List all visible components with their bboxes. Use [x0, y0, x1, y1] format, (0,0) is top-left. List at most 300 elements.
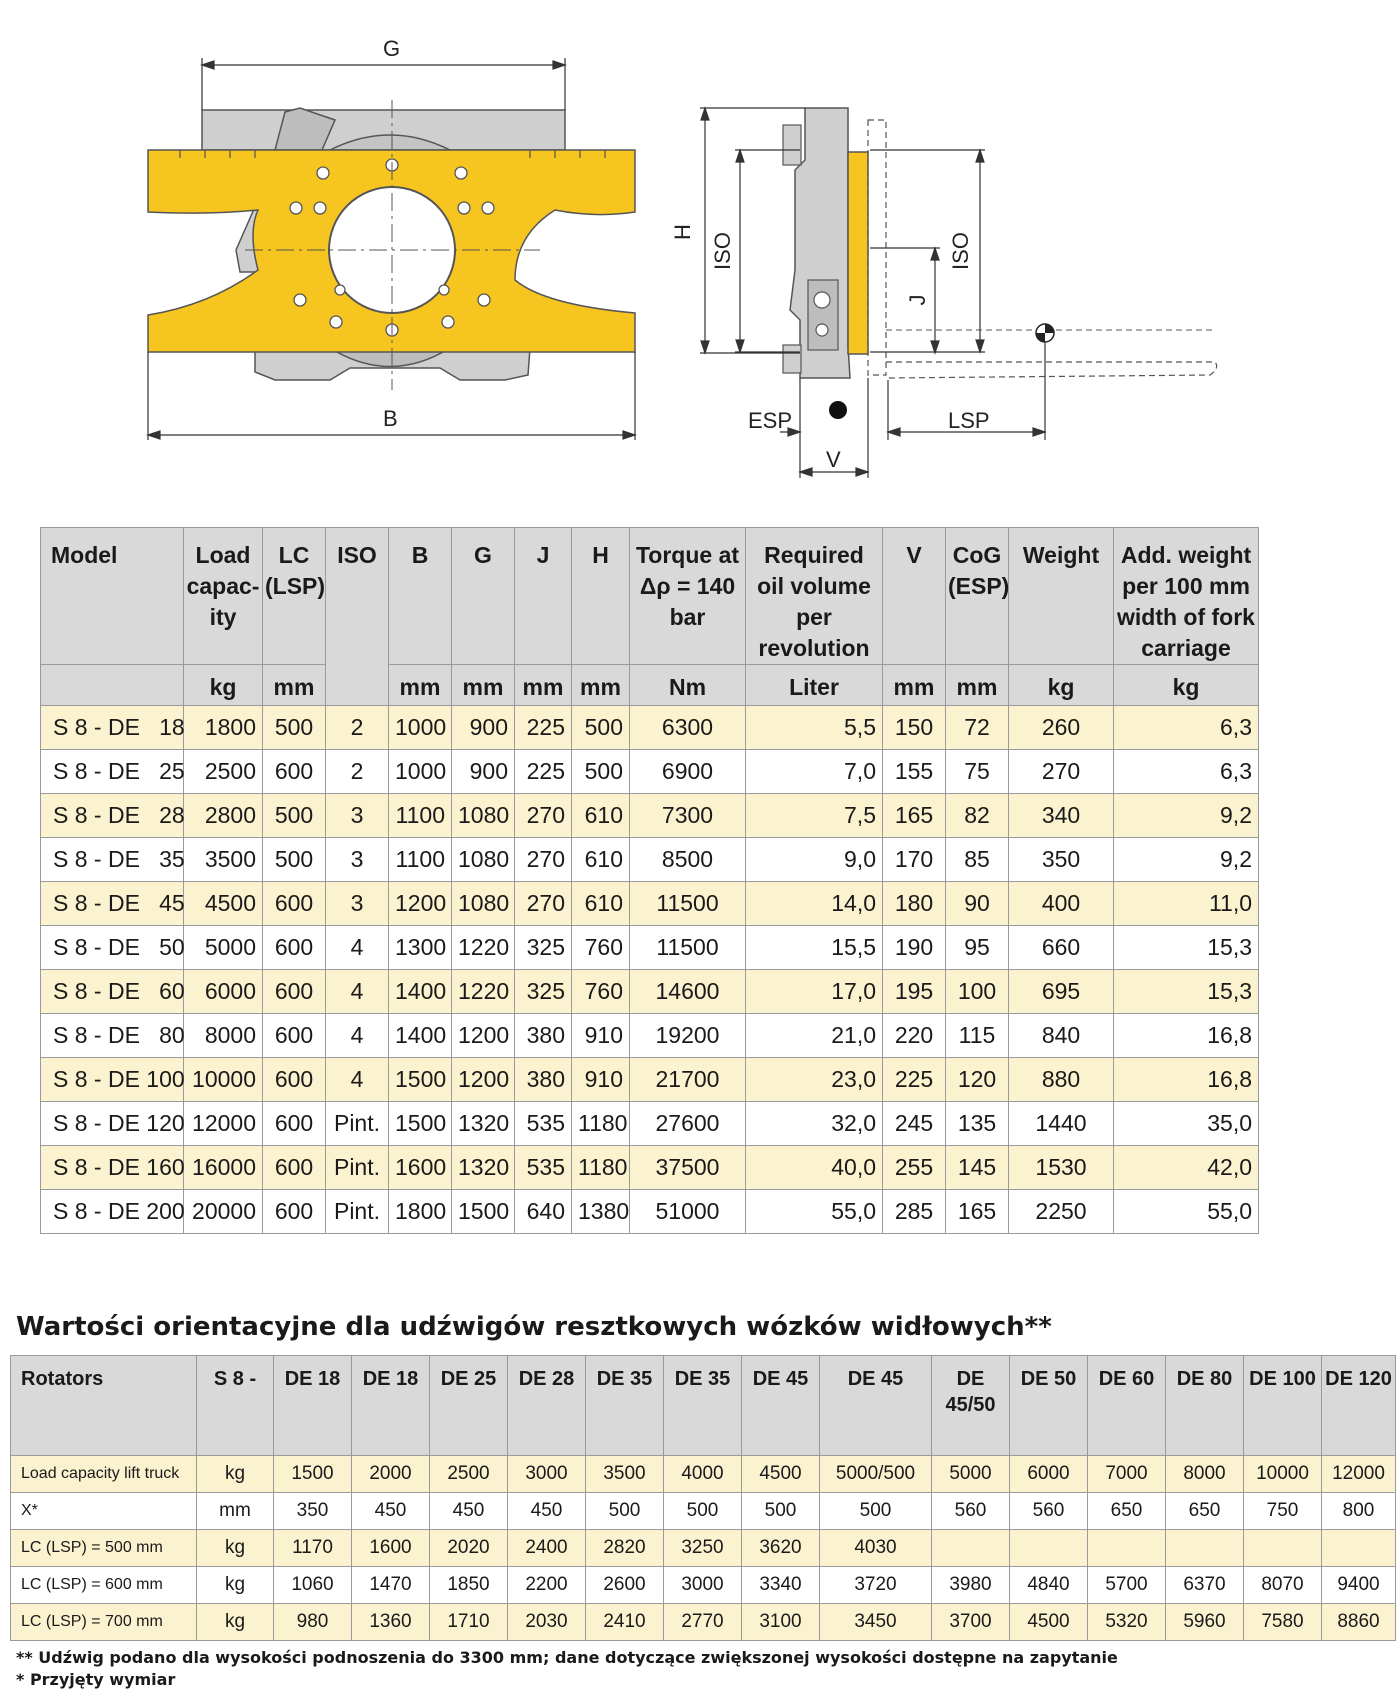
table-cell: 1850 — [430, 1567, 508, 1604]
dim-h-label: H — [670, 224, 695, 240]
table-cell: 1500 — [389, 1058, 452, 1102]
table-cell: 82 — [946, 794, 1009, 838]
esp-cog-dot-icon — [829, 401, 847, 419]
table-cell: 1170 — [274, 1530, 352, 1567]
table-cell: 760 — [572, 926, 630, 970]
table-cell: 12000 — [184, 1102, 263, 1146]
table-cell — [1166, 1530, 1244, 1567]
unit-b: mm — [389, 665, 452, 706]
table-cell: 1200 — [389, 882, 452, 926]
table-cell: 1080 — [452, 882, 515, 926]
table-cell: 350 — [274, 1493, 352, 1530]
table-cell: 7,0 — [746, 750, 883, 794]
table-row — [11, 1567, 1396, 1604]
row-label: LC (LSP) = 700 mm — [11, 1604, 197, 1641]
header-model-column: DE 25 — [430, 1356, 508, 1456]
header-add-weight: Add. weight per 100 mm width of fork carriage — [1114, 528, 1259, 665]
front-view-drawing — [148, 36, 635, 440]
table-cell: 8000 — [184, 1014, 263, 1058]
table-cell: 55,0 — [746, 1190, 883, 1234]
row-label: X* — [11, 1493, 197, 1530]
table-cell: 2200 — [508, 1567, 586, 1604]
table-cell: S 8 - DE 45 — [41, 882, 184, 926]
table-cell: S 8 - DE 35 — [41, 838, 184, 882]
table-cell: 1000 — [389, 706, 452, 750]
dim-b-label: B — [383, 406, 398, 431]
table-cell: 2 — [326, 706, 389, 750]
table-cell: Pint. — [326, 1102, 389, 1146]
table-cell: 37500 — [630, 1146, 746, 1190]
table-cell: 6000 — [1010, 1456, 1088, 1493]
table-cell: 155 — [883, 750, 946, 794]
table-row — [41, 1102, 1259, 1146]
table-cell: 1100 — [389, 794, 452, 838]
table-cell: S 8 - DE 25 — [41, 750, 184, 794]
table-cell: 1080 — [452, 794, 515, 838]
table-cell: 600 — [263, 882, 326, 926]
table-cell: 190 — [883, 926, 946, 970]
table-cell: 7,5 — [746, 794, 883, 838]
table-row — [11, 1530, 1396, 1567]
table-cell: 3 — [326, 794, 389, 838]
table-cell: 1400 — [389, 1014, 452, 1058]
table-cell: 640 — [515, 1190, 572, 1234]
table-cell: 535 — [515, 1146, 572, 1190]
table-cell — [1244, 1530, 1322, 1567]
table-cell: 115 — [946, 1014, 1009, 1058]
table-cell: 3000 — [664, 1567, 742, 1604]
table-cell: 285 — [883, 1190, 946, 1234]
header-weight: Weight — [1009, 528, 1114, 665]
header-load-capacity: Load capac-ity — [184, 528, 263, 665]
header-model-column: DE 60 — [1088, 1356, 1166, 1456]
spec-header-row — [41, 528, 1259, 665]
header-cog-esp: CoG (ESP) — [946, 528, 1009, 665]
table-cell: 270 — [515, 794, 572, 838]
table-cell: 6000 — [184, 970, 263, 1014]
header-rotators: Rotators — [11, 1356, 197, 1456]
table-cell: 600 — [263, 1146, 326, 1190]
table-cell: 325 — [515, 970, 572, 1014]
dim-j-label: J — [905, 294, 930, 306]
table-cell: 4030 — [820, 1530, 932, 1567]
table-cell: 20000 — [184, 1190, 263, 1234]
table-row — [41, 838, 1259, 882]
table-cell: 8860 — [1322, 1604, 1396, 1641]
unit-v: mm — [883, 665, 946, 706]
table-cell: 42,0 — [1114, 1146, 1259, 1190]
table-row — [41, 706, 1259, 750]
table-cell: 600 — [263, 926, 326, 970]
table-cell: 23,0 — [746, 1058, 883, 1102]
table-cell: 1000 — [389, 750, 452, 794]
table-cell: 500 — [664, 1493, 742, 1530]
table-cell: S 8 - DE 50 — [41, 926, 184, 970]
dim-esp-label: ESP — [748, 408, 793, 433]
table-cell: 1320 — [452, 1102, 515, 1146]
table-row — [41, 750, 1259, 794]
table-row — [41, 1190, 1259, 1234]
table-cell: 225 — [515, 750, 572, 794]
unit-oil-volume: Liter — [746, 665, 883, 706]
table-cell: 2 — [326, 750, 389, 794]
table-cell: 3 — [326, 882, 389, 926]
table-cell: 695 — [1009, 970, 1114, 1014]
table-cell: 3500 — [184, 838, 263, 882]
table-cell: 840 — [1009, 1014, 1114, 1058]
header-v: V — [883, 528, 946, 665]
table-cell: 3720 — [820, 1567, 932, 1604]
table-cell: 16000 — [184, 1146, 263, 1190]
table-cell: 1380 — [572, 1190, 630, 1234]
table-cell: 270 — [515, 838, 572, 882]
dim-v-label: V — [826, 447, 841, 472]
header-model: Model — [41, 528, 184, 665]
table-cell: 75 — [946, 750, 1009, 794]
table-cell: 600 — [263, 1102, 326, 1146]
header-model-column: DE 100 — [1244, 1356, 1322, 1456]
table-cell: 9,2 — [1114, 838, 1259, 882]
table-cell: 72 — [946, 706, 1009, 750]
unit-g: mm — [452, 665, 515, 706]
spec-table-body — [41, 706, 1259, 1234]
table-cell: S 8 - DE 100 — [41, 1058, 184, 1102]
dim-lsp-label: LSP — [948, 408, 990, 433]
table-cell: 450 — [508, 1493, 586, 1530]
row-unit: kg — [197, 1604, 274, 1641]
table-cell: 650 — [1088, 1493, 1166, 1530]
header-model-column: DE 45 — [742, 1356, 820, 1456]
header-oil-volume: Required oil volume per revolution — [746, 528, 883, 665]
table-cell: 7300 — [630, 794, 746, 838]
table-row — [11, 1604, 1396, 1641]
header-b: B — [389, 528, 452, 665]
table-cell: 5320 — [1088, 1604, 1166, 1641]
header-model-column: DE 80 — [1166, 1356, 1244, 1456]
table-cell: 650 — [1166, 1493, 1244, 1530]
table-cell: 1400 — [389, 970, 452, 1014]
table-cell: 4 — [326, 1058, 389, 1102]
table-cell: 135 — [946, 1102, 1009, 1146]
table-cell: 2000 — [352, 1456, 430, 1493]
spec-units-row — [41, 665, 1259, 706]
table-cell: 4840 — [1010, 1567, 1088, 1604]
table-cell: 2400 — [508, 1530, 586, 1567]
table-cell: 1710 — [430, 1604, 508, 1641]
table-cell: 180 — [883, 882, 946, 926]
table-cell: 560 — [932, 1493, 1010, 1530]
table-cell: 600 — [263, 1058, 326, 1102]
table-cell: 4 — [326, 970, 389, 1014]
table-cell — [1010, 1530, 1088, 1567]
table-cell: 15,5 — [746, 926, 883, 970]
row-unit: kg — [197, 1530, 274, 1567]
table-cell: 500 — [263, 706, 326, 750]
table-cell: 11500 — [630, 926, 746, 970]
table-cell: 1200 — [452, 1014, 515, 1058]
table-cell: 9400 — [1322, 1567, 1396, 1604]
table-row — [41, 926, 1259, 970]
table-cell: 9,2 — [1114, 794, 1259, 838]
table-cell: 3100 — [742, 1604, 820, 1641]
table-cell: 1530 — [1009, 1146, 1114, 1190]
table-cell: 500 — [572, 750, 630, 794]
table-cell: 760 — [572, 970, 630, 1014]
table-cell: 15,3 — [1114, 926, 1259, 970]
table-cell: 100 — [946, 970, 1009, 1014]
specification-table — [40, 527, 1259, 1234]
section-title: Wartości orientacyjne dla udźwigów resztkowych wózków widłowych** — [16, 1312, 1052, 1342]
table-cell: 325 — [515, 926, 572, 970]
table-cell — [932, 1530, 1010, 1567]
table-cell: S 8 - DE 18 — [41, 706, 184, 750]
table-cell: 170 — [883, 838, 946, 882]
table-cell: S 8 - DE 200 — [41, 1190, 184, 1234]
table-cell: 145 — [946, 1146, 1009, 1190]
table-cell: 1220 — [452, 970, 515, 1014]
table-cell: 8500 — [630, 838, 746, 882]
table-cell: 1500 — [274, 1456, 352, 1493]
row-unit: kg — [197, 1456, 274, 1493]
table-cell: 225 — [883, 1058, 946, 1102]
table-cell: 1360 — [352, 1604, 430, 1641]
table-cell: 11,0 — [1114, 882, 1259, 926]
table-row — [41, 1014, 1259, 1058]
residual-capacity-table — [10, 1355, 1396, 1641]
table-cell: 4500 — [1010, 1604, 1088, 1641]
table-cell: 95 — [946, 926, 1009, 970]
table-cell: 500 — [586, 1493, 664, 1530]
table-cell: 3340 — [742, 1567, 820, 1604]
table-cell: 2250 — [1009, 1190, 1114, 1234]
header-j: J — [515, 528, 572, 665]
table-cell: 3980 — [932, 1567, 1010, 1604]
footnote-assumed-dimension: * Przyjęty wymiar — [16, 1670, 176, 1689]
table-cell: 1220 — [452, 926, 515, 970]
table-cell: 750 — [1244, 1493, 1322, 1530]
row-label: Load capacity lift truck — [11, 1456, 197, 1493]
table-cell: 3620 — [742, 1530, 820, 1567]
table-cell: 4 — [326, 1014, 389, 1058]
table-cell: 535 — [515, 1102, 572, 1146]
table-cell: 3450 — [820, 1604, 932, 1641]
table-row — [11, 1456, 1396, 1493]
header-model-column: DE 50 — [1010, 1356, 1088, 1456]
unit-model — [41, 665, 184, 706]
table-cell — [1088, 1530, 1166, 1567]
row-label: LC (LSP) = 500 mm — [11, 1530, 197, 1567]
header-series: S 8 - — [197, 1356, 274, 1456]
table-cell: 600 — [263, 1014, 326, 1058]
table-cell: 1180 — [572, 1102, 630, 1146]
table-cell: 90 — [946, 882, 1009, 926]
table-cell: 450 — [352, 1493, 430, 1530]
table-cell: 900 — [452, 750, 515, 794]
table-cell: 500 — [263, 838, 326, 882]
table-cell: 21700 — [630, 1058, 746, 1102]
table-cell: 900 — [452, 706, 515, 750]
table-cell: 4500 — [742, 1456, 820, 1493]
header-g: G — [452, 528, 515, 665]
header-model-column: DE 45/50 — [932, 1356, 1010, 1456]
table-cell: 6900 — [630, 750, 746, 794]
table-cell: 225 — [515, 706, 572, 750]
table-cell: 51000 — [630, 1190, 746, 1234]
table-cell: 880 — [1009, 1058, 1114, 1102]
table-cell: 660 — [1009, 926, 1114, 970]
table-cell: 150 — [883, 706, 946, 750]
table-cell — [1322, 1530, 1396, 1567]
table-cell: 500 — [742, 1493, 820, 1530]
table-cell: S 8 - DE 60 — [41, 970, 184, 1014]
table-cell: 4500 — [184, 882, 263, 926]
table-cell: 35,0 — [1114, 1102, 1259, 1146]
table-cell: 5000 — [184, 926, 263, 970]
table-cell: 165 — [883, 794, 946, 838]
table-cell: 450 — [430, 1493, 508, 1530]
table-cell: 3 — [326, 838, 389, 882]
table-cell: S 8 - DE 120 — [41, 1102, 184, 1146]
table-cell: 610 — [572, 794, 630, 838]
table-cell: 5000 — [932, 1456, 1010, 1493]
table-row — [11, 1493, 1396, 1530]
table-cell: 12000 — [1322, 1456, 1396, 1493]
header-torque: Torque at Δρ = 140 bar — [630, 528, 746, 665]
unit-load-capacity: kg — [184, 665, 263, 706]
table-cell: 600 — [263, 970, 326, 1014]
table-cell: 600 — [263, 750, 326, 794]
table-cell: 5700 — [1088, 1567, 1166, 1604]
table-cell: 350 — [1009, 838, 1114, 882]
table-cell: 6,3 — [1114, 706, 1259, 750]
header-model-column: DE 28 — [508, 1356, 586, 1456]
table-cell: 8070 — [1244, 1567, 1322, 1604]
table-cell: 500 — [572, 706, 630, 750]
table-cell: 500 — [820, 1493, 932, 1530]
table-cell: 7000 — [1088, 1456, 1166, 1493]
header-model-column: DE 120 — [1322, 1356, 1396, 1456]
table-cell: 5000/500 — [820, 1456, 932, 1493]
table-cell: 2800 — [184, 794, 263, 838]
table-cell: 610 — [572, 882, 630, 926]
table-row — [41, 970, 1259, 1014]
table-cell: 14,0 — [746, 882, 883, 926]
table-cell: 6370 — [1166, 1567, 1244, 1604]
table-cell: S 8 - DE 160 — [41, 1146, 184, 1190]
center-of-gravity-icon — [1036, 324, 1054, 342]
table-cell: 2820 — [586, 1530, 664, 1567]
table-cell: 800 — [1322, 1493, 1396, 1530]
technical-drawings — [0, 0, 1300, 500]
table-cell: 3700 — [932, 1604, 1010, 1641]
table-cell: 2770 — [664, 1604, 742, 1641]
table-cell: 16,8 — [1114, 1014, 1259, 1058]
unit-cog-esp: mm — [946, 665, 1009, 706]
table-cell: 10000 — [1244, 1456, 1322, 1493]
table-cell: 7580 — [1244, 1604, 1322, 1641]
table-cell: 380 — [515, 1014, 572, 1058]
table-cell: 4 — [326, 926, 389, 970]
header-model-column: DE 18 — [352, 1356, 430, 1456]
table-row — [41, 794, 1259, 838]
unit-h: mm — [572, 665, 630, 706]
table-row — [41, 1058, 1259, 1102]
table-cell: 1440 — [1009, 1102, 1114, 1146]
table-cell: 380 — [515, 1058, 572, 1102]
table-cell: 270 — [1009, 750, 1114, 794]
table-cell: 340 — [1009, 794, 1114, 838]
table-cell: 400 — [1009, 882, 1114, 926]
table-cell: 40,0 — [746, 1146, 883, 1190]
table-cell: 120 — [946, 1058, 1009, 1102]
table-cell: Pint. — [326, 1146, 389, 1190]
table-cell: 2410 — [586, 1604, 664, 1641]
table-cell: 10000 — [184, 1058, 263, 1102]
table-cell: 16,8 — [1114, 1058, 1259, 1102]
table-cell: 27600 — [630, 1102, 746, 1146]
table-cell: 15,3 — [1114, 970, 1259, 1014]
table-cell: 260 — [1009, 706, 1114, 750]
table-cell: 14600 — [630, 970, 746, 1014]
table-cell: 1080 — [452, 838, 515, 882]
side-view-drawing — [670, 108, 1217, 478]
table-cell: 165 — [946, 1190, 1009, 1234]
table-cell: 3500 — [586, 1456, 664, 1493]
table-cell: 600 — [263, 1190, 326, 1234]
table-cell: 1500 — [389, 1102, 452, 1146]
table-cell: 560 — [1010, 1493, 1088, 1530]
table-cell: 1320 — [452, 1146, 515, 1190]
capacity-table-body — [11, 1456, 1396, 1641]
header-model-column: DE 35 — [664, 1356, 742, 1456]
table-cell: 55,0 — [1114, 1190, 1259, 1234]
dim-iso-left-label: ISO — [710, 232, 735, 270]
header-model-column: DE 35 — [586, 1356, 664, 1456]
table-cell: 4000 — [664, 1456, 742, 1493]
table-cell: 11500 — [630, 882, 746, 926]
table-cell: 220 — [883, 1014, 946, 1058]
table-cell: 3250 — [664, 1530, 742, 1567]
table-cell: 195 — [883, 970, 946, 1014]
table-cell: 910 — [572, 1014, 630, 1058]
table-cell: 1800 — [389, 1190, 452, 1234]
unit-add-weight: kg — [1114, 665, 1259, 706]
footnote-lift-height: ** Udźwig podano dla wysokości podnoszenia do 3300 mm; dane dotyczące zwiększonej wysokości dostępne na zapytanie — [16, 1648, 1118, 1667]
table-cell: 1600 — [389, 1146, 452, 1190]
table-cell: 5960 — [1166, 1604, 1244, 1641]
table-cell: 255 — [883, 1146, 946, 1190]
table-row — [41, 1146, 1259, 1190]
table-cell: 1180 — [572, 1146, 630, 1190]
table-cell: 610 — [572, 838, 630, 882]
row-label: LC (LSP) = 600 mm — [11, 1567, 197, 1604]
table-cell: 1800 — [184, 706, 263, 750]
table-cell: 980 — [274, 1604, 352, 1641]
table-cell: S 8 - DE 28 — [41, 794, 184, 838]
dim-g-label: G — [383, 36, 401, 61]
table-cell: Pint. — [326, 1190, 389, 1234]
table-cell: 1100 — [389, 838, 452, 882]
table-cell: 1200 — [452, 1058, 515, 1102]
header-h: H — [572, 528, 630, 665]
table-cell: 17,0 — [746, 970, 883, 1014]
unit-torque: Nm — [630, 665, 746, 706]
table-cell: 1060 — [274, 1567, 352, 1604]
capacity-header-row — [11, 1356, 1396, 1456]
table-cell: 1500 — [452, 1190, 515, 1234]
table-cell: 910 — [572, 1058, 630, 1102]
table-cell: 2030 — [508, 1604, 586, 1641]
